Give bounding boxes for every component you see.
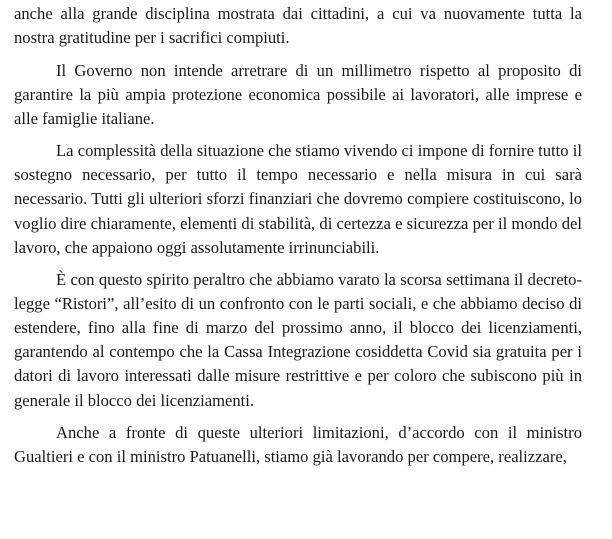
paragraph-further-limitations: Anche a fronte di queste ulteriori limitazioni, d’accordo con il ministro Gualtieri e con il ministro Patuanelli, stiamo già lavorando per compere, realizzare,: [14, 423, 582, 467]
document-page: [14, 0, 582, 478]
paragraph-ristori-decree: È con questo spirito peraltro che abbiamo varato la scorsa settimana il decreto-legge “Ristori”, all’esito di un confronto con le parti sociali, e che abbiamo deciso di estendere, fino alla fine di marzo del prossimo anno, il blocco dei licenziamenti, garantendo al contempo che la Cassa Integrazione cosiddetta Covid sia gratuita per i datori di lavoro interessati dalle misure restrittive e per coloro che subiscono più in generale il blocco dei licenziamenti.: [14, 270, 582, 410]
paragraph-government-commitment: Il Governo non intende arretrare di un millimetro rispetto al proposito di garantire la più ampia protezione economica possibile ai lavoratori, alle imprese e alle famiglie italiane.: [14, 60, 582, 128]
paragraph-complexity: La complessità della situazione che stiamo vivendo ci impone di fornire tutto il sostegno necessario, per tutto il tempo necessario e nella misura in cui sarà necessario. Tutti gli ulteriori sforzi finanziari che dovremo compiere costituiscono, lo voglio dire chiaramente, elementi di stabilità, di certezza e sicurezza per il mondo del lavoro, che appaiono oggi assolutamente irrinunciabili.: [14, 141, 582, 257]
paragraph-continuation: anche alla grande disciplina mostrata dai cittadini, a cui va nuovamente tutta la nostra gratitudine per i sacrifici compiuti.: [14, 4, 582, 48]
